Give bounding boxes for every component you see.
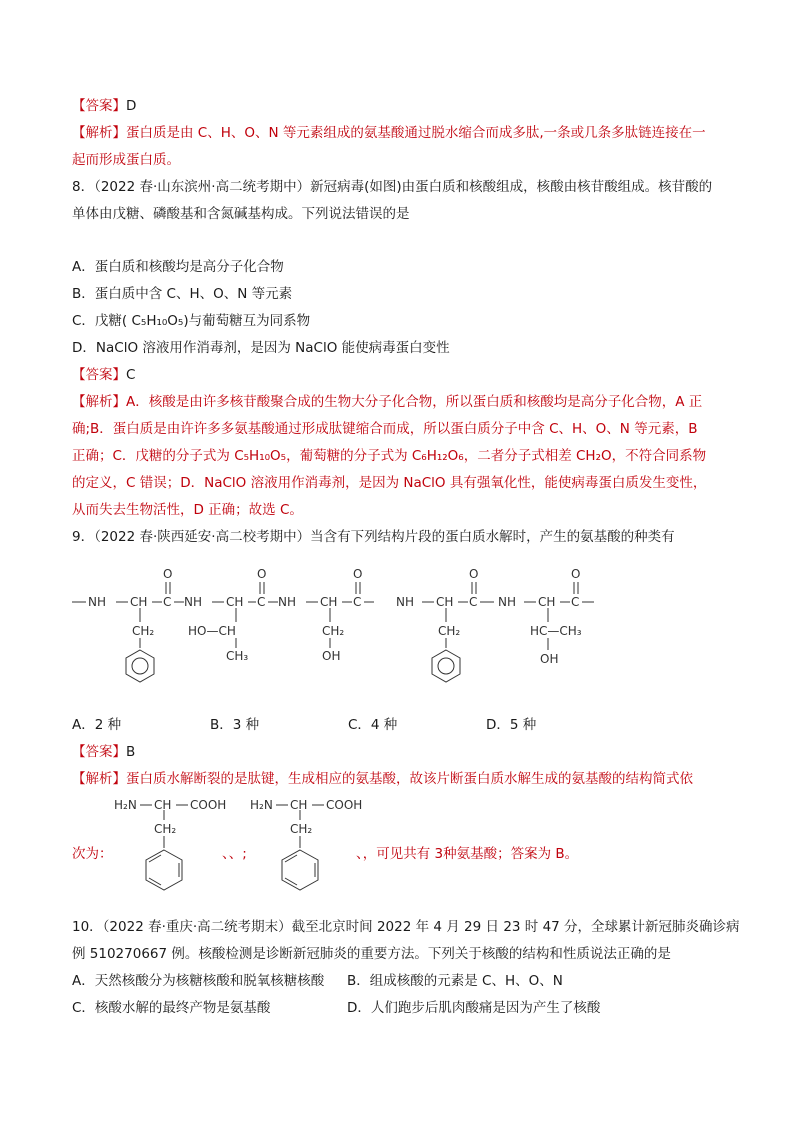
phenylalanine-structure-1 — [112, 792, 232, 904]
q8-answer-line — [72, 366, 135, 384]
struct-c-1: C — [163, 595, 172, 609]
answer-tag: 【答案】 — [72, 744, 126, 760]
q9-stem: 9．（2022 春·陕西延安·高二校考期中）当含有下列结构片段的蛋白质水解时，产生的氨基酸的种类有 — [72, 529, 675, 545]
analysis-tag: 【解析】 — [72, 125, 126, 141]
q8-analysis-line-4: 的定义，C 错误；D．NaClO 溶液用作消毒剂，是因为 NaClO 具有强氧化性，能使病毒蛋白质发生变性， — [72, 475, 707, 491]
q9-analysis-text: 蛋白质水解断裂的是肽键，生成相应的氨基酸，故该片断蛋白质水解生成的氨基酸的结构简式依 — [126, 771, 693, 787]
aa1-ch2: CH₂ — [154, 822, 177, 836]
q8-option-a: A．蛋白质和核酸均是高分子化合物 — [72, 259, 284, 275]
q9-option-b: B．3 种 — [210, 717, 260, 733]
q7-analysis-line-1 — [72, 124, 706, 142]
struct-ch3-1: CH₃ — [226, 649, 249, 663]
analysis-tag: 【解析】 — [72, 394, 126, 410]
struct-ch-3: CH — [320, 595, 338, 609]
q9-seq-suffix: 、，可见共有 3种氨基酸；答案为 B。 — [356, 846, 579, 862]
q9-option-c: C．4 种 — [348, 717, 398, 733]
q8-answer: C — [126, 367, 136, 383]
q9-answer: B — [126, 744, 136, 760]
analysis-tag: 【解析】 — [72, 771, 126, 787]
struct-o-3: O — [353, 567, 363, 581]
q8-option-c: C．戊糖( C₅H₁₀O₅)与葡萄糖互为同系物 — [72, 313, 311, 329]
aa1-h2n: H₂N — [114, 798, 137, 812]
q8-option-d: D．NaClO 溶液用作消毒剂，是因为 NaClO 能使病毒蛋白变性 — [72, 340, 450, 356]
q9-answer-line — [72, 743, 135, 761]
struct-o-1: O — [163, 567, 173, 581]
struct-ch-2: CH — [226, 595, 244, 609]
struct-ch-4: CH — [436, 595, 454, 609]
struct-oh-1: OH — [322, 649, 341, 663]
aa1-ch: CH — [154, 798, 172, 812]
struct-nh-1: NH — [88, 595, 106, 609]
aa2-ch2: CH₂ — [290, 822, 313, 836]
q8-stem-line-2: 单体由戊糖、磷酸基和含氮碱基构成。下列说法错误的是 — [72, 206, 410, 222]
struct-nh-2: NH — [184, 595, 202, 609]
q9-analysis-line-1 — [72, 770, 693, 788]
q10-option-b: B．组成核酸的元素是 C、H、O、N — [347, 973, 563, 989]
struct-ch2-1: CH₂ — [132, 624, 155, 638]
q8-analysis-line-3: 正确；C．戊糖的分子式为 C₅H₁₀O₅，葡萄糖的分子式为 C₆H₁₂O₆，二者分子式相差 CH₂O，不符合同系物 — [72, 448, 707, 464]
answer-tag: 【答案】 — [72, 98, 126, 114]
q8-option-b: B．蛋白质中含 C、H、O、N 等元素 — [72, 286, 293, 302]
q9-option-d: D．5 种 — [486, 717, 537, 733]
q10-option-c: C．核酸水解的最终产物是氨基酸 — [72, 1000, 271, 1016]
struct-o-5: O — [571, 567, 581, 581]
struct-ho-ch: HO—CH — [188, 624, 236, 638]
q8-stem-line-1: 8．（2022 春·山东滨州·高二统考期中）新冠病毒(如图)由蛋白质和核酸组成，核酸由核苷酸组成。核苷酸的 — [72, 179, 713, 195]
q7-analysis-text: 蛋白质是由 C、H、O、N 等元素组成的氨基酸通过脱水缩合而成多肽,一条或几条多肽链连接在一 — [126, 125, 706, 141]
aa1-cooh: COOH — [190, 798, 227, 812]
struct-c-4: C — [469, 595, 478, 609]
q9-option-a: A．2 种 — [72, 717, 122, 733]
struct-ch2-2: CH₂ — [322, 624, 345, 638]
struct-hc-ch3: HC—CH₃ — [530, 624, 582, 638]
q9-seq-prefix: 次为： — [72, 846, 113, 862]
q8-analysis-line-1 — [72, 393, 702, 411]
struct-o-4: O — [469, 567, 479, 581]
q10-stem-line-1: 10．（2022 春·重庆·高二统考期末）截至北京时间 2022 年 4 月 29 日 23 时 47 分，全球累计新冠肺炎确诊病 — [72, 919, 740, 935]
struct-oh-2: OH — [540, 652, 559, 666]
aa2-cooh: COOH — [326, 798, 363, 812]
struct-nh-5: NH — [498, 595, 516, 609]
struct-c-2: C — [257, 595, 266, 609]
q8-analysis-line-5: 从而失去生物活性，D 正确；故选 C。 — [72, 502, 303, 518]
struct-o-2: O — [257, 567, 267, 581]
struct-ch-5: CH — [538, 595, 556, 609]
struct-c-3: C — [353, 595, 362, 609]
q9-seq-separator: 、、; — [222, 846, 247, 862]
q7-answer: D — [126, 98, 137, 114]
q10-option-a: A．天然核酸分为核糖核酸和脱氧核糖核酸 — [72, 973, 325, 989]
q10-stem-line-2: 例 510270667 例。核酸检测是诊断新冠肺炎的重要方法。下列关于核酸的结构和性质说法正确的是 — [72, 946, 671, 962]
q7-answer-line — [72, 97, 136, 115]
q7-analysis-line-2: 起而形成蛋白质。 — [72, 152, 180, 168]
struct-nh-4: NH — [396, 595, 414, 609]
struct-ch2-3: CH₂ — [438, 624, 461, 638]
peptide-structure-diagram — [70, 560, 610, 705]
aa2-ch: CH — [290, 798, 308, 812]
aa2-h2n: H₂N — [250, 798, 273, 812]
q8-analysis-text: A．核酸是由许多核苷酸聚合成的生物大分子化合物，所以蛋白质和核酸均是高分子化合物，A 正 — [126, 394, 703, 410]
struct-c-5: C — [571, 595, 580, 609]
struct-nh-3: NH — [278, 595, 296, 609]
phenylalanine-structure-2 — [248, 792, 368, 904]
q10-option-d: D．人们跑步后肌肉酸痛是因为产生了核酸 — [347, 1000, 601, 1016]
struct-ch-1: CH — [130, 595, 148, 609]
q8-analysis-line-2: 确;B．蛋白质是由许许多多氨基酸通过形成肽键缩合而成，所以蛋白质分子中含 C、H、O、N 等元素，B — [72, 421, 698, 437]
answer-tag: 【答案】 — [72, 367, 126, 383]
